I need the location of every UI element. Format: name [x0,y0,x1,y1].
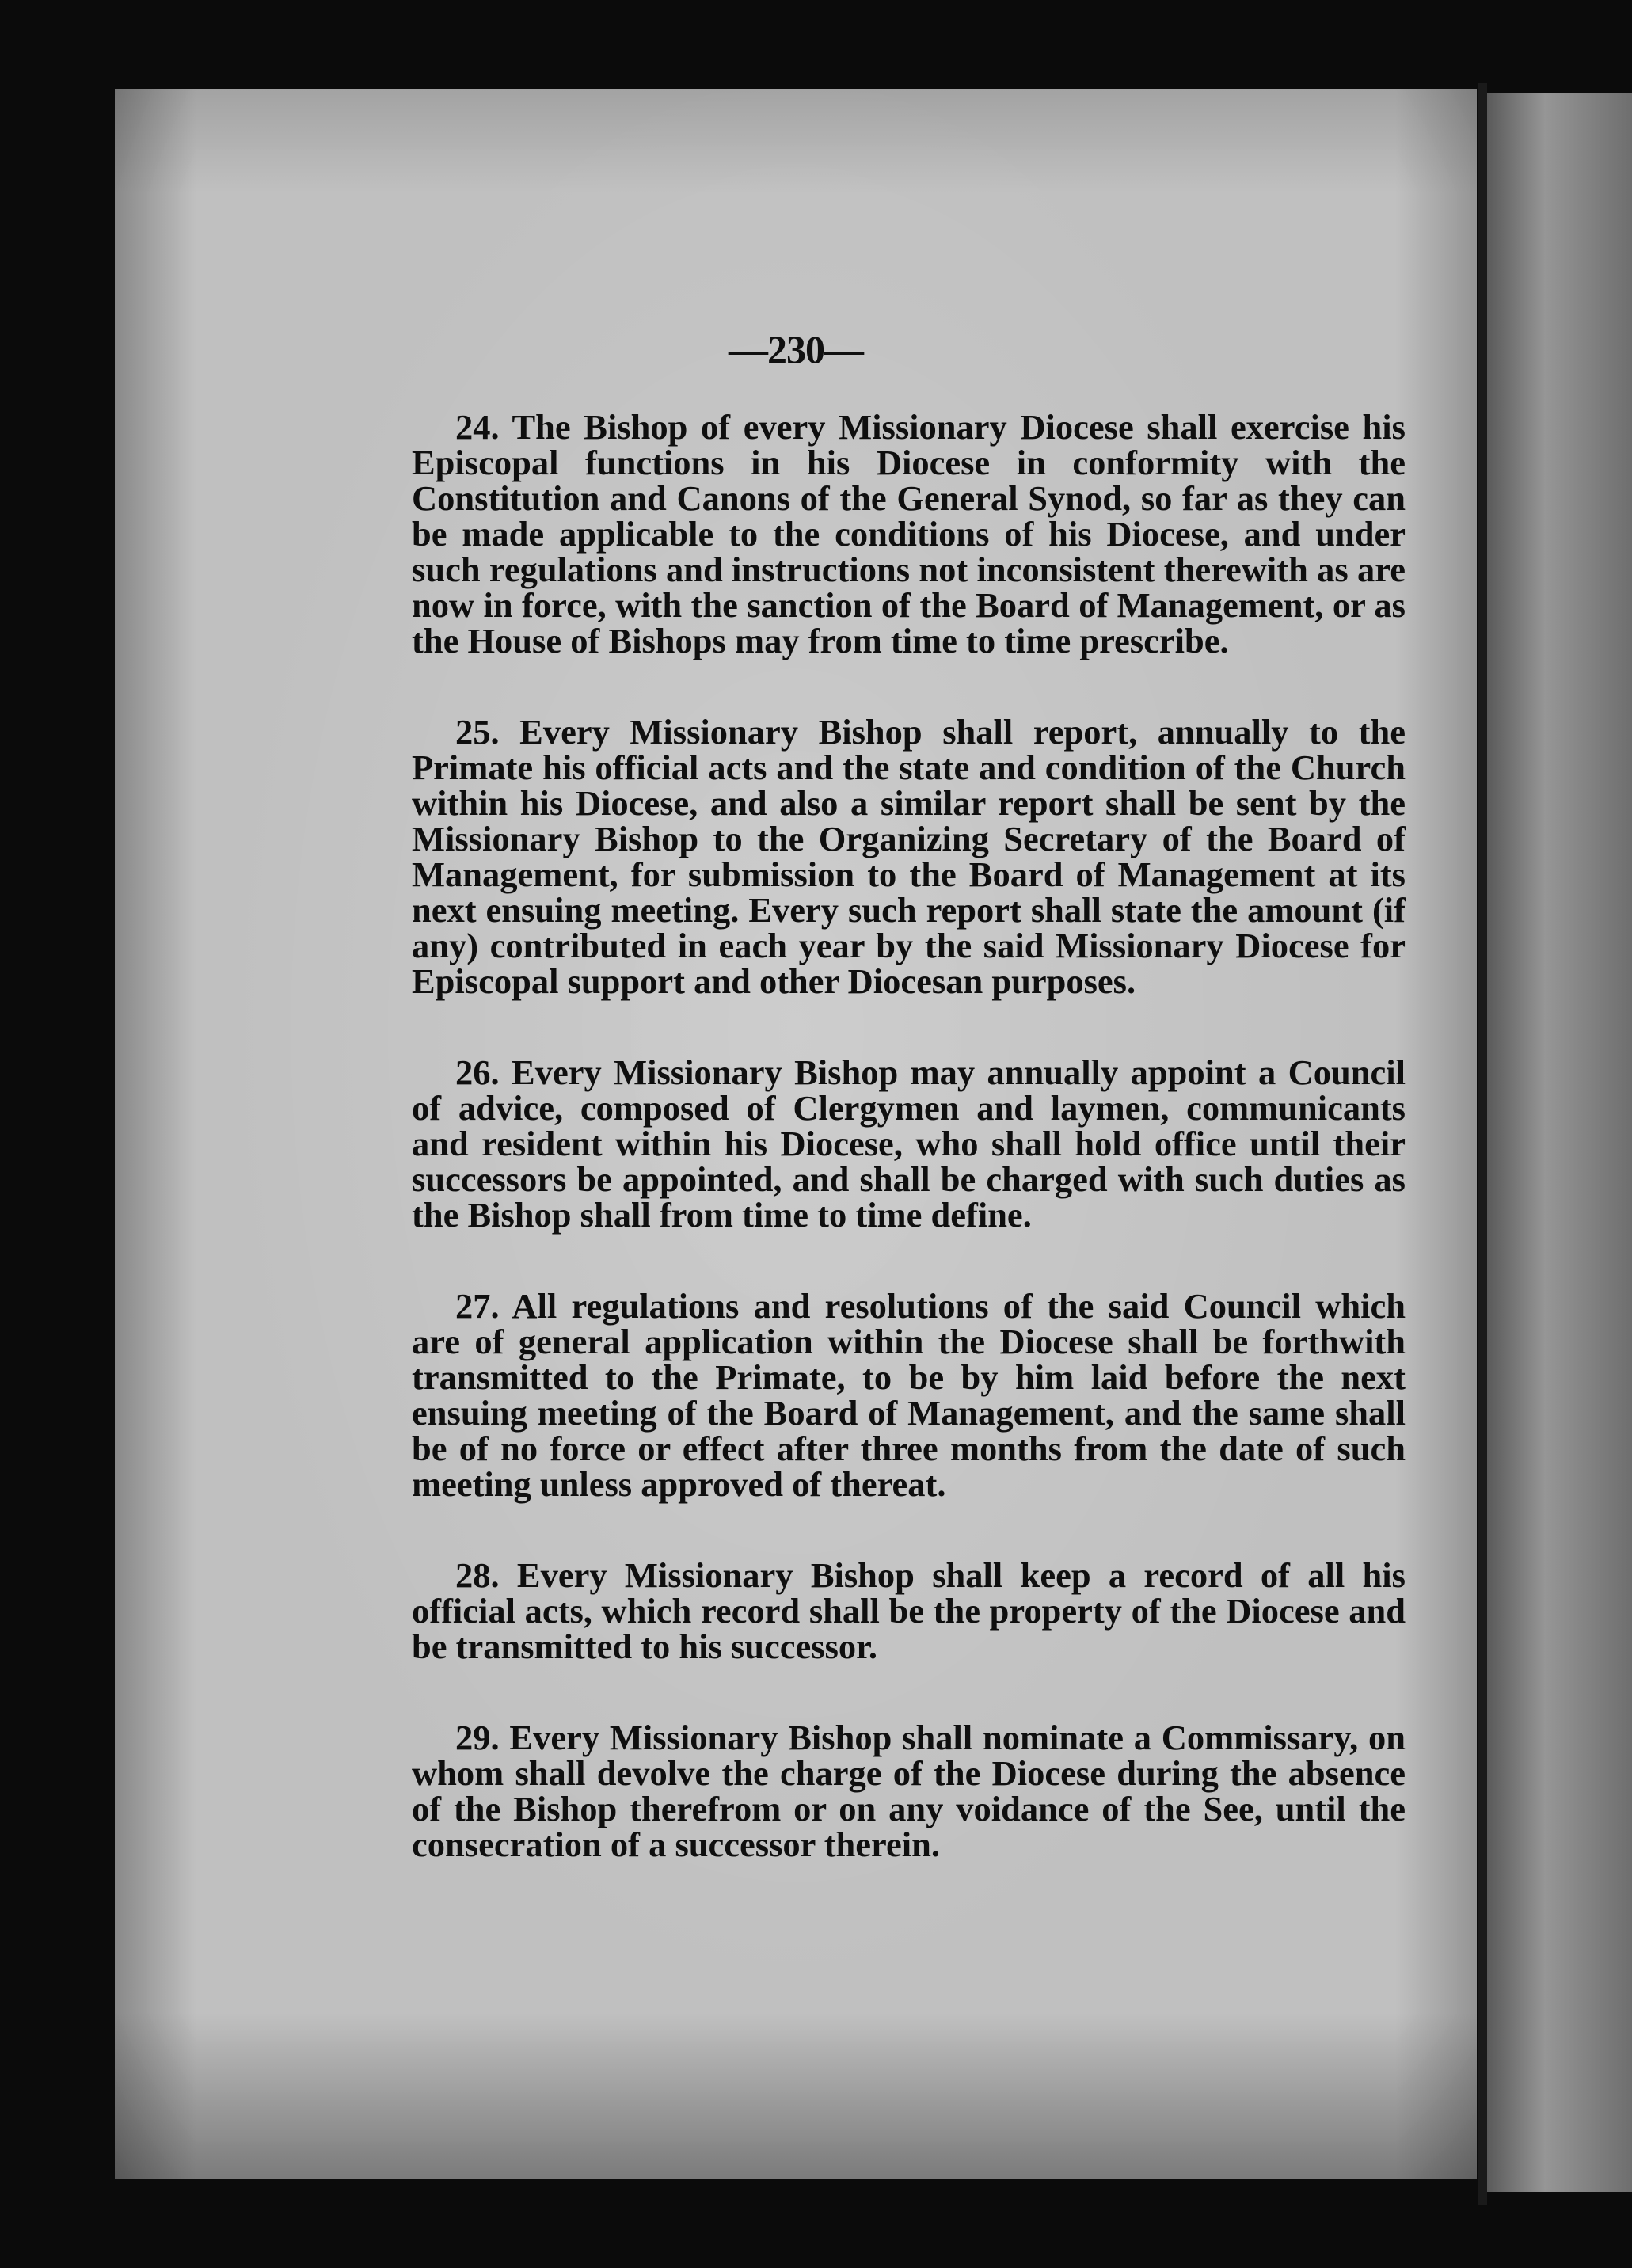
paragraph-25: 25. Every Missionary Bishop shall report, annually to the Primate his official acts and the state and condition of the Church within his Diocese, and also a similar report shall be sent by the Missionary Bishop to the Organizing Secretary of the Board of Management, for submission to the Board of Management at its next ensuing meeting. Every such report shall state the amount (if any) contributed in each year by the said Missionary Diocese for Episcopal support and other Diocesan purposes. [412,712,1406,1001]
document-page [115,89,1477,2179]
page-number: —230— [729,327,863,371]
adjacent-page-strip [1487,93,1632,2192]
paragraph-26: 26. Every Missionary Bishop may annually appoint a Council of advice, composed of Clergymen and laymen, communicants and resident within his Diocese, who shall hold office until their successors be appointed, and shall be charged with such duties as the Bishop shall from time to time define. [412,1052,1406,1235]
body-text [412,409,1406,1918]
paragraph-24: 24. The Bishop of every Missionary Diocese shall exercise his Episcopal functions in his Diocese in conformity with the Constitution and Canons of the General Synod, so far as they can be made applicable to the conditions of his Diocese, and under such regulations and instructions not inconsistent therewith as are now in force, with the sanction of the Board of Management, or as the House of Bishops may from time to time prescribe. [412,407,1406,660]
page-binding-edge [1478,83,1487,2205]
paragraph-29: 29. Every Missionary Bishop shall nominate a Commissary, on whom shall devolve the charge of the Diocese during the absence of the Bishop therefrom or on any voidance of the See, until the consecration of a successor therein. [412,1718,1406,1864]
paragraph-28: 28. Every Missionary Bishop shall keep a record of all his official acts, which record shall be the property of the Diocese and be transmitted to his successor. [412,1555,1406,1666]
paragraph-27: 27. All regulations and resolutions of the said Council which are of general application within the Diocese shall be forthwith transmitted to the Primate, to be by him laid before the next ensuing meeting of the Board of Management, and the same shall be of no force or effect after three months from the date of such meeting unless approved of thereat. [412,1286,1406,1504]
